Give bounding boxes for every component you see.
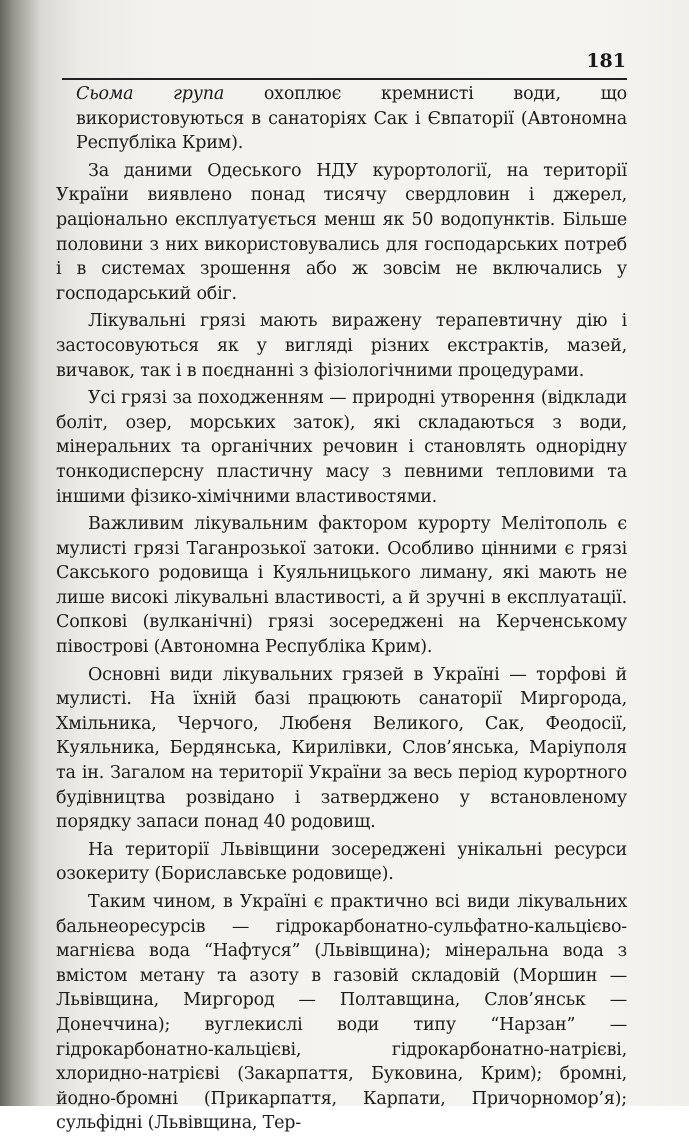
paragraph-1-text: охоплює кремнисті води, що використовуються в санаторіях Сак і Євпаторії (Автономна Республіка Крим). xyxy=(76,84,627,154)
paragraph-5: Важливим лікувальним фактором курорту Мелітополь є мулисті грязі Таганрозької затоки. Особливо цінними є грязі Сакського родовища і Куяльницького лиману, які мають не лише високі лікувальні властивості, а й зручні в експлуатації. Сопкові (вулканічні) грязі зосереджені на Керченському півострові (Автономна Республіка Крим). xyxy=(56,514,627,658)
header-rule xyxy=(62,78,627,80)
page-number: 181 xyxy=(586,50,626,72)
italic-lead: Сьома група xyxy=(76,84,225,104)
paragraph-4: Усі грязі за походженням — природні утворення (відклади боліт, озер, морських заток), які складаються з води, мінеральних та органічних речовин і становлять однорідну тонкодисперсну пластичну масу з певними тепловими та іншими фізико-хімічними властивостями. xyxy=(56,388,627,507)
paragraph-7: На території Львівщини зосереджені унікальні ресурси озокериту (Бориславське родовище). xyxy=(56,839,627,885)
paragraph-3: Лікувальні грязі мають виражену терапевтичну дію і застосовуються як у вигляді різних екстрактів, мазей, вичавок, так і в поєднанні з фізіологічними процедурами. xyxy=(56,311,627,381)
paragraph-8: Таким чином, в Україні є практично всі види лікувальних бальнеоресурсів — гідрокарбонатно-сульфатно-кальцієво-магнієва вода “Нафтуся” (Львівщина); мінеральна вода з вмістом метану та азоту в газовій складовій (Моршин — Львівщина, Миргород — Полтавщина, Слов’янськ — Донеччина); вуглекислі води типу “Нарзан” — гідрокарбонатно-кальцієві, гідрокарбонатно-натрієві, хлоридно-натрієві (Закарпаття, Буковина, Крим); бромні, йодно-бромні (Прикарпаття, Карпати, Причорномор’я); сульфідні (Львівщина, Тер- xyxy=(56,892,627,1134)
paragraph-1 xyxy=(56,82,627,156)
paragraph-6: Основні види лікувальних грязей в Україні — торфові й мулисті. На їхній базі працюють санаторії Миргорода, Хмільника, Черчого, Любеня Великого, Сак, Феодосії, Куяльника, Бердянська, Кирилівки, Слов’янська, Маріуполя та ін. Загалом на території України за весь період курортного будівництва розвідано і затверджено у встановленому порядку запаси понад 40 родовищ. xyxy=(56,664,627,833)
paragraph-2: За даними Одеського НДУ курортології, на території України виявлено понад тисячу свердловин і джерел, раціонально експлуатується менш як 50 водопунктів. Більше половини з них використовувались для господарських потреб і в системах зрошення або ж зовсім не включались у господарський обіг. xyxy=(56,160,627,304)
body-text xyxy=(56,82,627,1139)
